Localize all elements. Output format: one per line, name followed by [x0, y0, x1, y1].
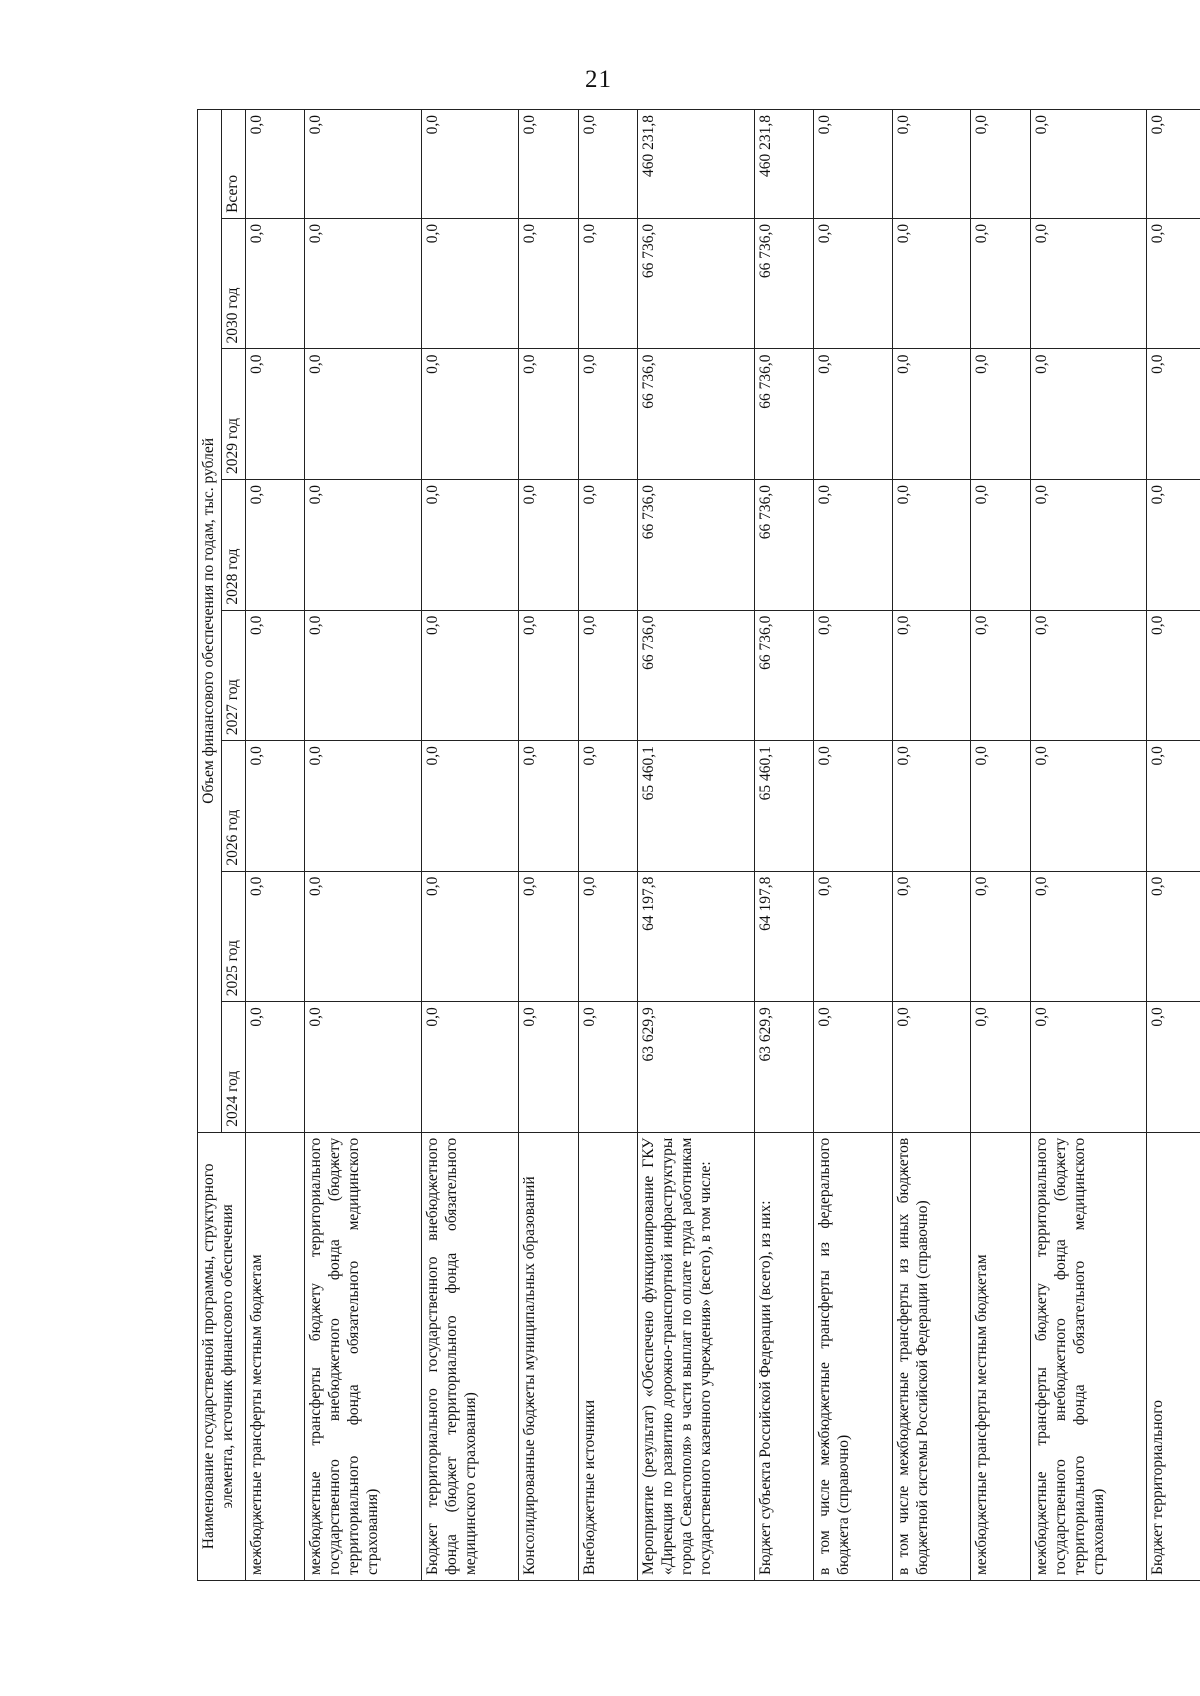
year-value-cell: 0,0 — [814, 871, 893, 1002]
year-value-cell: 0,0 — [814, 741, 893, 872]
year-value-cell: 0,0 — [305, 610, 422, 741]
row-label: Консолидированные бюджеты муниципальных образований — [519, 1132, 579, 1580]
table-row — [305, 110, 422, 1581]
row-label: межбюджетные трансферты местным бюджетам — [971, 1132, 1031, 1580]
financing-table — [197, 109, 1200, 1581]
year-value-cell: 0,0 — [892, 871, 971, 1002]
year-value-cell: 66 736,0 — [638, 610, 755, 741]
table-row — [754, 110, 814, 1581]
year-value-cell: 0,0 — [305, 871, 422, 1002]
total-cell: 0,0 — [892, 110, 971, 219]
year-header: Всего — [221, 110, 245, 219]
year-value-cell: 0,0 — [1147, 610, 1200, 741]
year-value-cell: 0,0 — [578, 480, 638, 611]
year-value-cell: 0,0 — [892, 741, 971, 872]
year-value-cell: 0,0 — [421, 871, 519, 1002]
year-value-cell: 0,0 — [892, 349, 971, 480]
year-value-cell: 66 736,0 — [638, 349, 755, 480]
year-value-cell: 0,0 — [814, 1002, 893, 1133]
table-row — [638, 110, 755, 1581]
year-value-cell: 0,0 — [1030, 741, 1147, 872]
year-header: 2026 год — [221, 741, 245, 872]
year-value-cell: 64 197,8 — [754, 871, 814, 1002]
year-value-cell: 0,0 — [421, 610, 519, 741]
year-value-cell: 0,0 — [421, 1002, 519, 1133]
total-cell: 0,0 — [519, 110, 579, 219]
total-cell: 0,0 — [971, 110, 1031, 219]
table-row — [971, 110, 1031, 1581]
row-label: Бюджет территориального — [1147, 1132, 1200, 1580]
year-value-cell: 0,0 — [971, 349, 1031, 480]
year-value-cell: 0,0 — [421, 218, 519, 349]
row-label: в том числе межбюджетные трансферты из федерального бюджета (справочно) — [814, 1132, 893, 1580]
year-value-cell: 0,0 — [892, 1002, 971, 1133]
year-value-cell: 0,0 — [245, 871, 305, 1002]
table-row — [578, 110, 638, 1581]
year-header: 2024 год — [221, 1002, 245, 1133]
year-value-cell: 66 736,0 — [754, 610, 814, 741]
year-value-cell: 63 629,9 — [754, 1002, 814, 1133]
year-value-cell: 0,0 — [578, 741, 638, 872]
year-value-cell: 64 197,8 — [638, 871, 755, 1002]
year-value-cell: 0,0 — [519, 741, 579, 872]
year-header: 2030 год — [221, 218, 245, 349]
year-value-cell: 66 736,0 — [638, 480, 755, 611]
year-value-cell: 0,0 — [305, 1002, 422, 1133]
year-value-cell: 0,0 — [421, 349, 519, 480]
year-value-cell: 0,0 — [971, 1002, 1031, 1133]
year-value-cell: 0,0 — [1147, 1002, 1200, 1133]
total-cell: 0,0 — [814, 110, 893, 219]
year-value-cell: 0,0 — [1030, 610, 1147, 741]
year-value-cell: 0,0 — [814, 218, 893, 349]
row-label: межбюджетные трансферты местным бюджетам — [245, 1132, 305, 1580]
year-value-cell: 0,0 — [1147, 480, 1200, 611]
year-value-cell: 0,0 — [971, 871, 1031, 1002]
year-value-cell: 66 736,0 — [754, 349, 814, 480]
year-value-cell: 0,0 — [892, 610, 971, 741]
total-cell: 460 231,8 — [754, 110, 814, 219]
table-row — [1147, 110, 1200, 1581]
row-label: Бюджет субъекта Российской Федерации (всего), из них: — [754, 1132, 814, 1580]
row-label: Мероприятие (результат) «Обеспечено функционирование ГКУ «Дирекция по развитию дорожно-транспортной инфраструктуры города Севастополя» в части выплат по оплате труда работникам государственного казенного учреждения» (всего), в том числе: — [638, 1132, 755, 1580]
year-value-cell: 0,0 — [519, 871, 579, 1002]
year-value-cell: 0,0 — [421, 741, 519, 872]
page-number: 21 — [585, 66, 612, 93]
year-value-cell: 0,0 — [578, 610, 638, 741]
year-value-cell: 0,0 — [245, 480, 305, 611]
year-value-cell: 0,0 — [245, 741, 305, 872]
year-value-cell: 0,0 — [305, 480, 422, 611]
table-body — [245, 110, 1200, 1581]
year-value-cell: 66 736,0 — [638, 218, 755, 349]
year-value-cell: 0,0 — [1030, 1002, 1147, 1133]
year-value-cell: 0,0 — [892, 480, 971, 611]
year-value-cell: 0,0 — [519, 218, 579, 349]
year-value-cell: 0,0 — [305, 218, 422, 349]
row-label: Бюджет территориального государственного внебюджетного фонда (бюджет территориального фонда обязательного медицинского страхования) — [421, 1132, 519, 1580]
year-value-cell: 0,0 — [305, 349, 422, 480]
total-cell: 0,0 — [305, 110, 422, 219]
total-cell: 460 231,8 — [638, 110, 755, 219]
year-value-cell: 0,0 — [971, 741, 1031, 872]
year-value-cell: 0,0 — [1030, 218, 1147, 349]
year-value-cell: 0,0 — [519, 610, 579, 741]
total-cell: 0,0 — [1147, 110, 1200, 219]
year-value-cell: 0,0 — [245, 610, 305, 741]
total-cell: 0,0 — [578, 110, 638, 219]
year-value-cell: 0,0 — [578, 1002, 638, 1133]
year-value-cell: 0,0 — [814, 349, 893, 480]
table-row — [814, 110, 893, 1581]
year-value-cell: 65 460,1 — [638, 741, 755, 872]
year-value-cell: 0,0 — [971, 610, 1031, 741]
year-value-cell: 0,0 — [1147, 871, 1200, 1002]
table-row — [519, 110, 579, 1581]
year-value-cell: 0,0 — [578, 871, 638, 1002]
row-label: Внебюджетные источники — [578, 1132, 638, 1580]
year-value-cell: 0,0 — [1147, 349, 1200, 480]
financing-table-rotated — [197, 109, 1200, 1581]
year-value-cell: 0,0 — [578, 218, 638, 349]
year-value-cell: 0,0 — [519, 349, 579, 480]
year-value-cell: 66 736,0 — [754, 218, 814, 349]
year-value-cell: 0,0 — [1147, 741, 1200, 872]
year-value-cell: 0,0 — [519, 480, 579, 611]
year-value-cell: 65 460,1 — [754, 741, 814, 872]
year-header: 2029 год — [221, 349, 245, 480]
table-row — [1030, 110, 1147, 1581]
year-value-cell: 0,0 — [1030, 480, 1147, 611]
table-row — [421, 110, 519, 1581]
row-label: межбюджетные трансферты бюджету территориального государственного внебюджетного фонда (бюджету территориального фонда обязательного медицинского страхования) — [305, 1132, 422, 1580]
year-value-cell: 0,0 — [245, 349, 305, 480]
year-value-cell: 0,0 — [578, 349, 638, 480]
table-row — [245, 110, 305, 1581]
year-value-cell: 0,0 — [814, 610, 893, 741]
year-value-cell: 0,0 — [245, 1002, 305, 1133]
row-label: в том числе межбюджетные трансферты из иных бюджетов бюджетной системы Российской Федерации (справочно) — [892, 1132, 971, 1580]
year-value-cell: 0,0 — [971, 218, 1031, 349]
row-label: межбюджетные трансферты бюджету территориального государственного внебюджетного фонда (бюджету территориального фонда обязательного медицинского страхования) — [1030, 1132, 1147, 1580]
total-cell: 0,0 — [245, 110, 305, 219]
column-header-name: Наименование государственной программы, структурного элемента, источник финансового обеспечения — [198, 1132, 246, 1580]
table-row — [892, 110, 971, 1581]
year-value-cell: 0,0 — [971, 480, 1031, 611]
year-value-cell: 0,0 — [305, 741, 422, 872]
year-value-cell: 0,0 — [519, 1002, 579, 1133]
year-value-cell: 63 629,9 — [638, 1002, 755, 1133]
year-value-cell: 0,0 — [1030, 871, 1147, 1002]
year-header: 2025 год — [221, 871, 245, 1002]
year-value-cell: 0,0 — [245, 218, 305, 349]
year-header: 2027 год — [221, 610, 245, 741]
year-value-cell: 0,0 — [814, 480, 893, 611]
year-header: 2028 год — [221, 480, 245, 611]
year-value-cell: 66 736,0 — [754, 480, 814, 611]
total-cell: 0,0 — [421, 110, 519, 219]
year-value-cell: 0,0 — [1147, 218, 1200, 349]
year-value-cell: 0,0 — [1030, 349, 1147, 480]
year-value-cell: 0,0 — [892, 218, 971, 349]
year-value-cell: 0,0 — [421, 480, 519, 611]
total-cell: 0,0 — [1030, 110, 1147, 219]
column-header-volume: Объем финансового обеспечения по годам, тыс. рублей — [198, 110, 222, 1133]
